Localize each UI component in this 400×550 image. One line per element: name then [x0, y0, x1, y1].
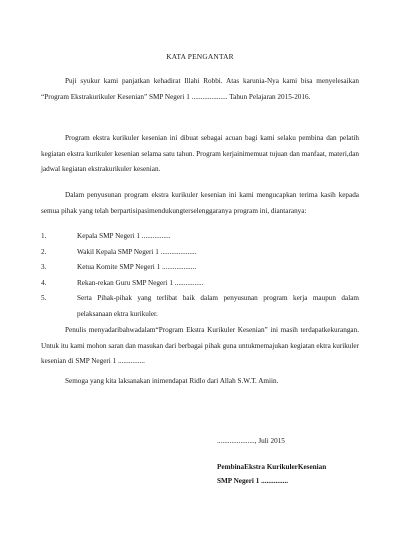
signature-school: SMP Negeri 1 ...............	[217, 477, 289, 485]
paragraph-thanks: Dalam penyusunan program ekstra kurikuler kesenian ini kami mengucapkan terima kasih kepada semua pihak yang telah berpartisipasimendukungterselenggaranya program ini, diantaranya:	[41, 191, 359, 215]
document-title: KATA PENGANTAR	[166, 52, 234, 61]
paragraph-closing: Semoga yang kita laksanakan inimendapat Ridlo dari Allah S.W.T. Amiin.	[65, 377, 279, 385]
list-number: 5.	[41, 294, 47, 303]
signature-role: PembinaEkstra KurikulerKesenian	[217, 463, 327, 471]
list-text: Serta Pihak-pihak yang terlibat baik dalam penyusunan program kerja maupun dalam pelaksanaan ektra kurikuler.	[77, 294, 359, 318]
list-text: Rekan-rekan Guru SMP Negeri 1 ................	[77, 278, 204, 287]
list-item	[41, 291, 359, 322]
paragraph-feedback: Penulis menyadaribahwadalam“Program Ekstra Kurikuler Kesenian” ini masih terdapatkekurangan. Untuk itu kami mohon saran dan masukan dari berbagai pihak guna untukmemajukan kegiatan ektra kurikuler kesenian di SMP Negeri 1 ...............	[41, 326, 359, 365]
list-item	[41, 260, 359, 276]
list-number: 3.	[41, 263, 47, 272]
list-number: 2.	[41, 247, 47, 256]
list-item	[41, 229, 359, 245]
list-text: Ketua Komite SMP Negeri 1 ...................	[77, 263, 197, 272]
list-item	[41, 276, 359, 292]
paragraph-intro: Puji syukur kami panjatkan kehadirat Illahi Robbi. Atas karunia-Nya kami bisa menyelesaikan “Program Ekstrakurikuler Kesenian” SMP Negeri 1 .................... Tahun Pelajaran 2015-2016.	[41, 77, 359, 101]
signature-place-date: ....................., Juli 2015	[217, 437, 285, 445]
list-item	[41, 245, 359, 261]
paragraph-purpose: Program ekstra kurikuler kesenian ini dibuat sebagai acuan bagi kami selaku pembina dan pelatih kegiatan ekstra kurikuler kesenian selama satu tahun. Program kerjainimemuat tujuan dan manfaat, materi,dan jadwal kegiatan ekstrakurikuler kesenian.	[41, 134, 359, 173]
thanks-list	[41, 229, 359, 323]
list-number: 4.	[41, 278, 47, 287]
list-text: Wakil Kepala SMP Negeri 1 ....................	[77, 247, 197, 256]
list-number: 1.	[41, 232, 47, 240]
list-text: Kepala SMP Negeri 1 ................	[77, 232, 171, 240]
